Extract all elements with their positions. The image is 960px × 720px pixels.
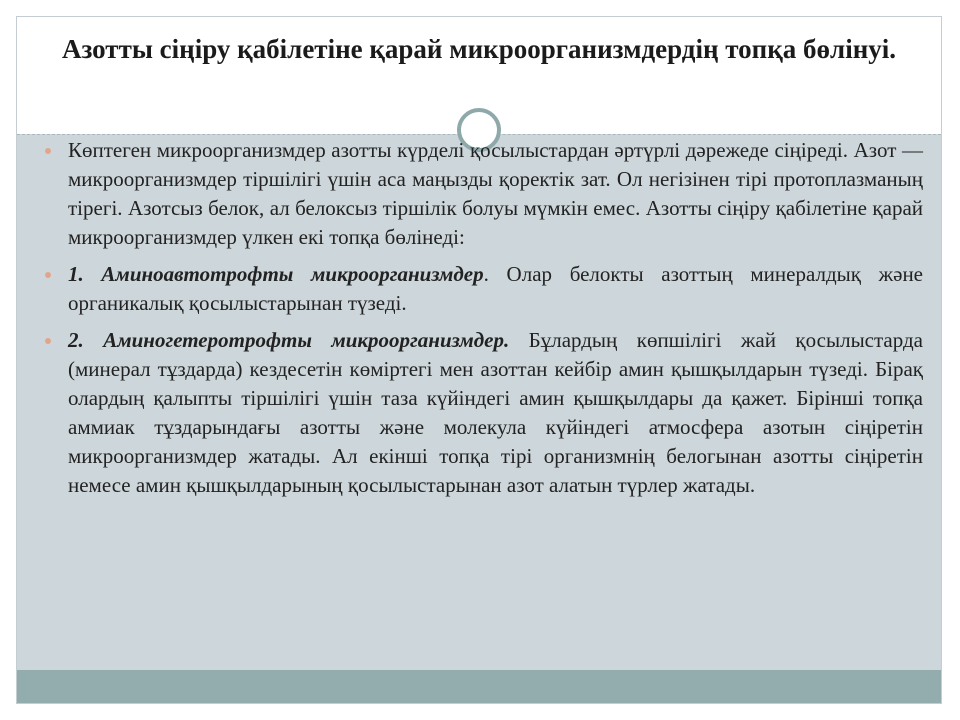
bullet-list	[43, 136, 923, 508]
bullet-dot-icon	[45, 272, 51, 278]
bullet-text: Көптеген микроорганизмдер азотты күрделі қосылыстардан әртүрлі дәрежеде сіңіреді. Азот — микроорганизмдер тіршілігі үшін аса маңызды қоректік зат. Ол негізінен тірі протоплазманың тірегі. Азотсыз белок, ал белоксыз тіршілік болуы мүмкін емес. Азотты сіңіру қабілетіне қарай микроорганизмдер үлкен екі топқа бөлінеді:	[68, 138, 923, 249]
bullet-item-aminoheterotrophs	[43, 326, 923, 500]
slide	[16, 16, 942, 704]
bullet-term: 2. Аминогетеротрофты микроорганизмдер.	[68, 328, 510, 352]
slide-title: Азотты сіңіру қабілетіне қарай микроорганизмдердің топқа бөлінуі.	[61, 34, 897, 64]
bullet-dot-icon	[45, 148, 51, 154]
bullet-text: Бұлардың көпшілігі жай қосылыстарда (минерал тұздарда) кездесетін көміртегі мен азоттан кейбір амин қышқылдарын түзеді. Бірақ олардың қалыпты тіршілігі үшін таза күйіндегі амин қышқылдары да қажет. Бірінші топқа аммиак тұздарындағы азотты және молекула күйіндегі атмосфера азотын сіңіретін микроорганизмдер жатады. Ал екінші топқа тірі организмнің белогынан азотты сіңіретін немесе амин қышқылдарының қосылыстарынан азот алатын түрлер жатады.	[68, 328, 923, 497]
footer-band	[17, 670, 941, 703]
bullet-dot-icon	[45, 338, 51, 344]
bullet-item-aminoautotrophs	[43, 260, 923, 318]
bullet-item-intro	[43, 136, 923, 252]
bullet-text: . Олар белокты азоттың минералдық және органикалық қосылыстарынан түзеді.	[68, 262, 924, 315]
bullet-term: 1. Аминоавтотрофты микроорганизмдер	[68, 262, 484, 286]
